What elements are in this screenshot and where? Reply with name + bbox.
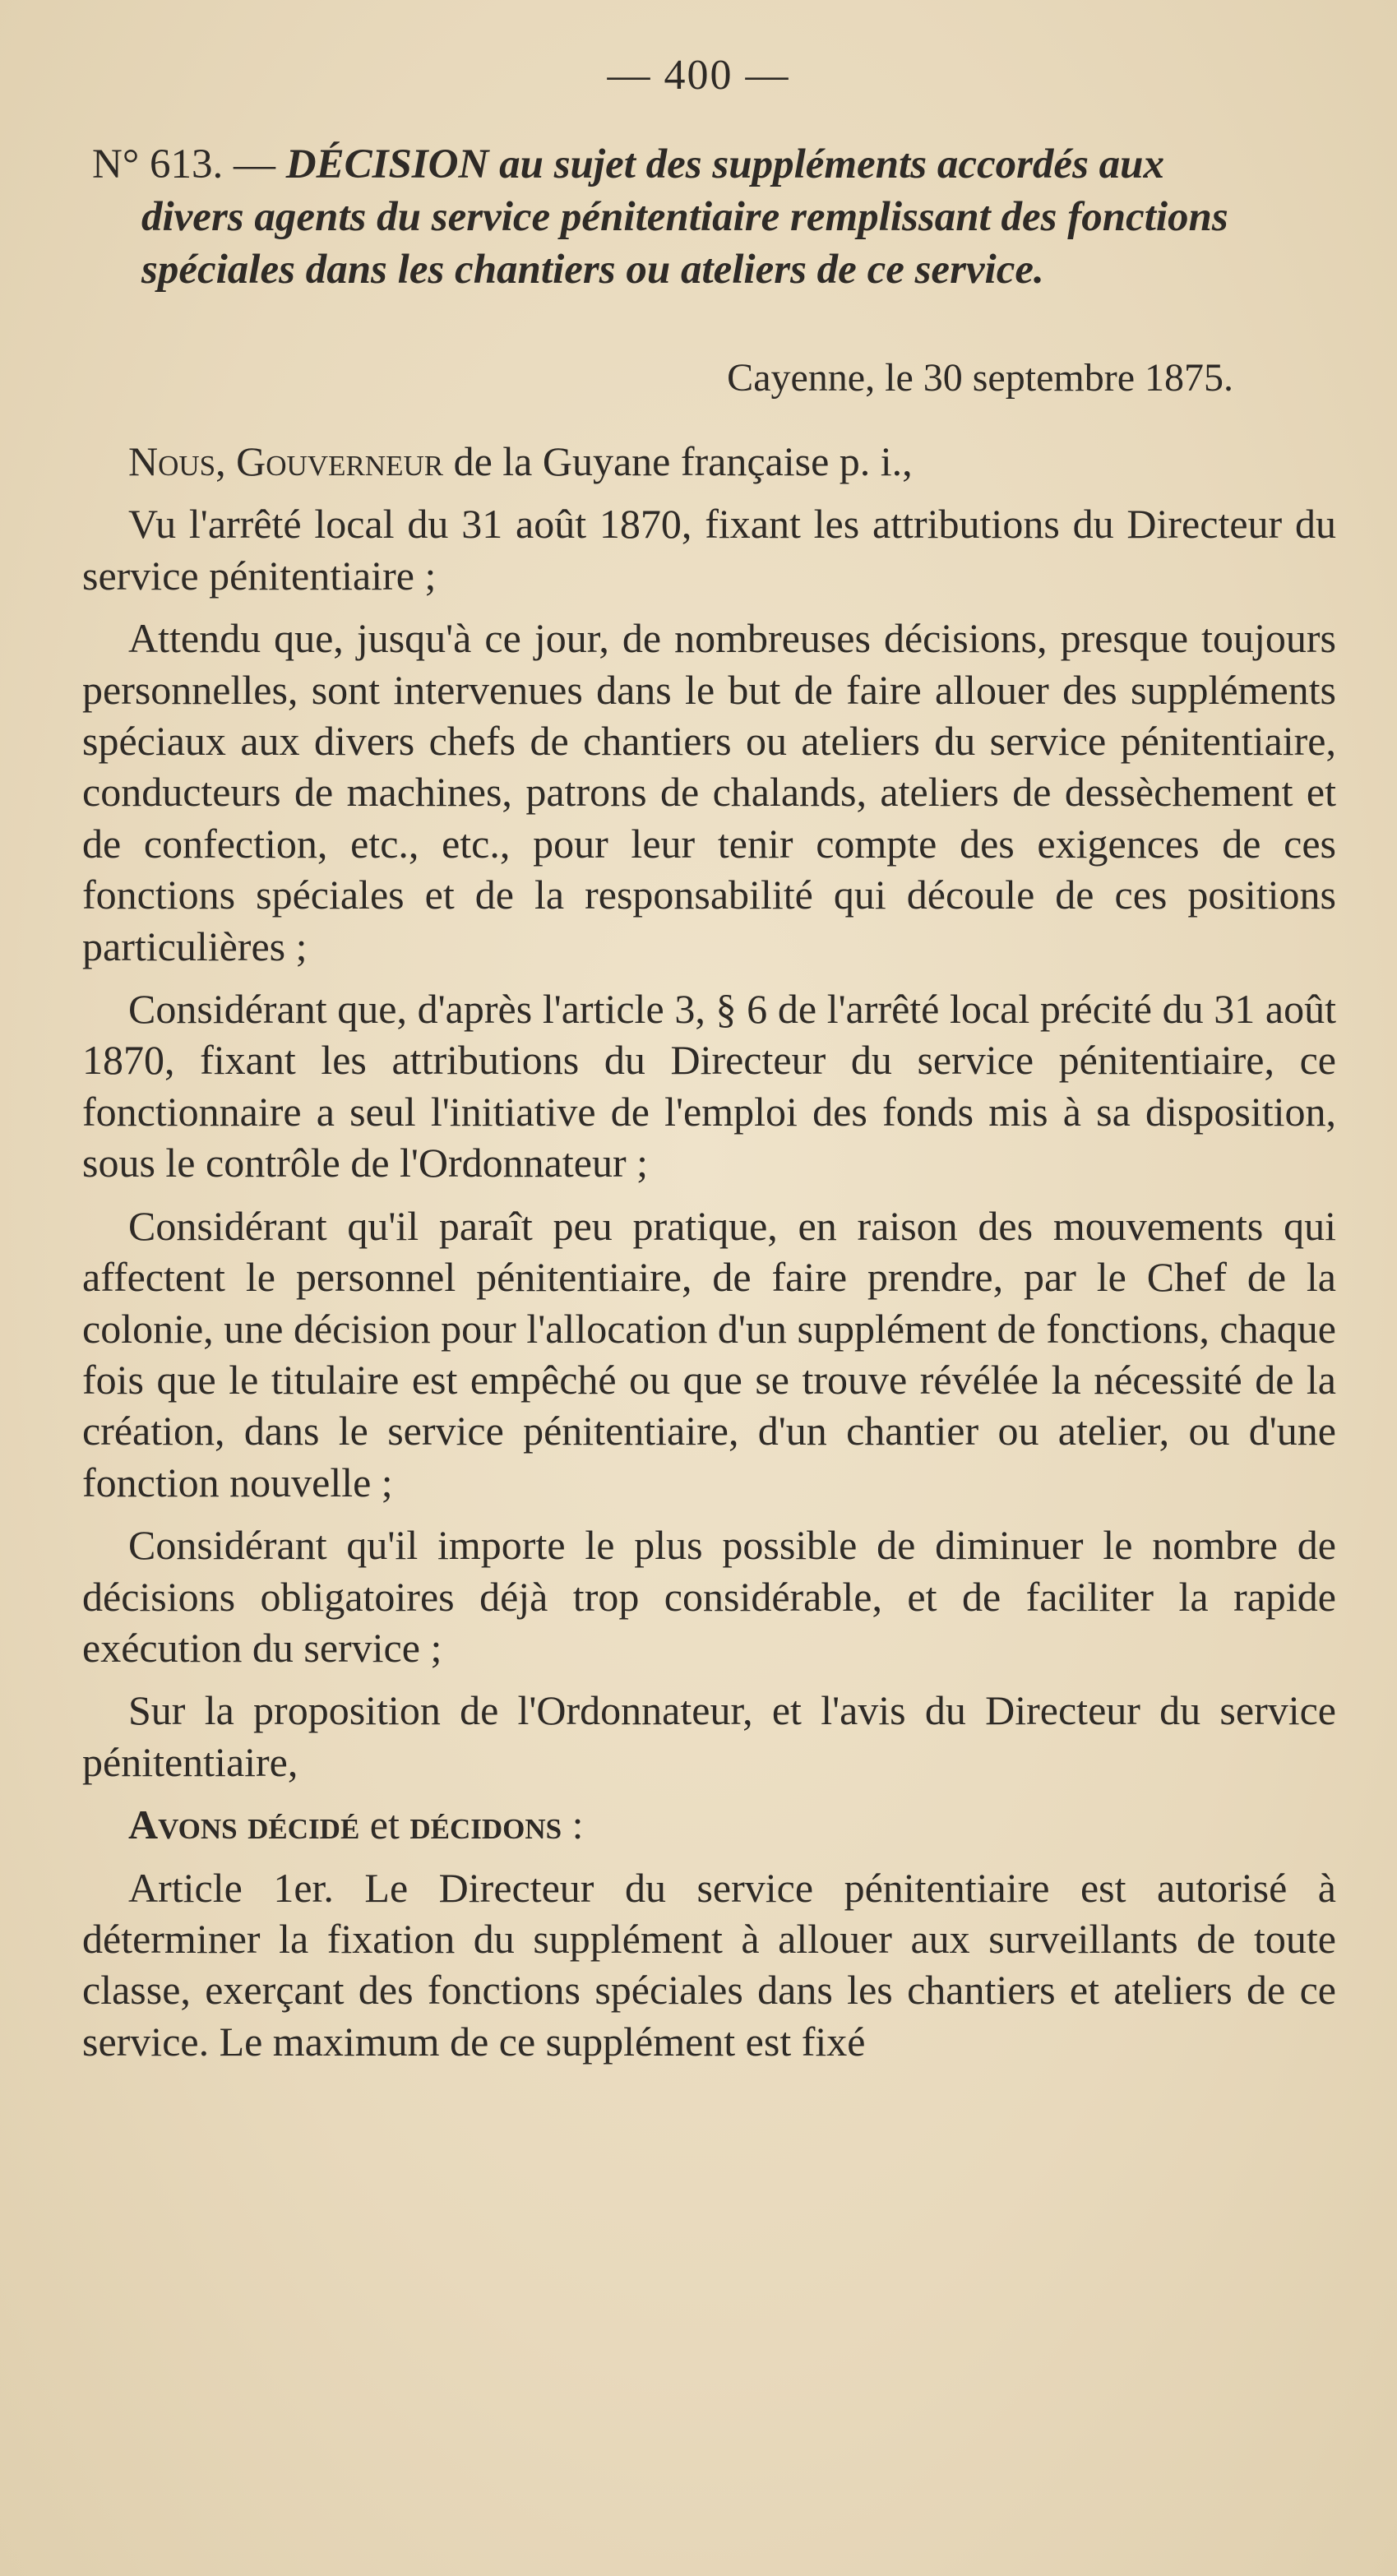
dateline: Cayenne, le 30 septembre 1875.: [727, 356, 1233, 400]
paragraph-considerant-3: Considérant qu'il importe le plus possible de diminuer le nombre de décisions obligatoires déjà trop considérable, et de faciliter la rapide exécution du service ;: [82, 1522, 1336, 1671]
decidons: décidons: [409, 1801, 562, 1848]
decision-header: [92, 138, 1335, 296]
header-dash: —: [223, 141, 286, 187]
paragraph-vu: Vu l'arrêté local du 31 août 1870, fixant les attributions du Directeur du service pénitentiaire ;: [82, 501, 1336, 599]
preamble-rest: de la Guyane française p. i.,: [443, 438, 913, 484]
decision-title-continuation: divers agents du service pénitentiaire remplissant des fonctions spéciales dans les chantiers ou ateliers de ce service.: [141, 194, 1228, 293]
decision-et: et: [359, 1801, 410, 1848]
document-body: [82, 436, 1336, 2079]
article-1: [82, 1862, 1336, 2068]
decision-title-word: DÉCISION: [285, 141, 489, 187]
preamble-gouverneur: Gouverneur: [236, 438, 444, 484]
paragraph-attendu: Attendu que, jusqu'à ce jour, de nombreuses décisions, presque toujours personnelles, sont intervenues dans le but de faire allouer des suppléments spéciaux aux divers chefs de chantiers ou ateliers du service pénitentiaire, conducteurs de machines, patrons de chalands, ateliers de dessèchement et de confection, etc., etc., pour leur tenir compte des exigences de ces fonctions spéciales et de la responsabilité qui découle de ces positions particulières ;: [82, 615, 1336, 969]
paragraph-considerant-2: Considérant qu'il paraît peu pratique, en raison des mouvements qui affectent le personnel pénitentiaire, de faire prendre, par le Chef de la colonie, une décision pour l'allocation d'un supplément de fonctions, chaque fois que le titulaire est empêché ou que se trouve révélée la nécessité de la création, dans le service pénitentiaire, d'un chantier ou atelier, ou d'une fonction nouvelle ;: [82, 1202, 1336, 1505]
article-1-label: Article 1er.: [128, 1864, 334, 1911]
decision-formula: [82, 1799, 1336, 1850]
preamble-nous: Nous,: [128, 438, 226, 484]
paragraph-proposition: Sur la proposition de l'Ordonnateur, et l'avis du Directeur du service pénitentiaire,: [82, 1687, 1336, 1785]
decision-colon: :: [562, 1801, 584, 1848]
page-number: — 400 —: [607, 52, 790, 99]
preamble: [82, 436, 1336, 487]
article-1-text: Le Directeur du service pénitentiaire est autorisé à déterminer la fixation du supplément à allouer aux surveillants de toute classe, exerçant des fonctions spéciales dans les chantiers et ateliers de ce service. Le maximum de ce supplément est fixé: [82, 1864, 1336, 2065]
decision-number: N° 613.: [92, 141, 224, 187]
paragraph-considerant-1: Considérant que, d'après l'article 3, § 6 de l'arrêté local précité du 31 août 1870, fixant les attributions du Directeur du service pénitentiaire, ce fonctionnaire a seul l'initiative de l'emploi des fonds mis à sa disposition, sous le contrôle de l'Ordonnateur ;: [82, 986, 1336, 1186]
avons-decide: Avons décidé: [128, 1801, 360, 1848]
decision-title-line1: au sujet des suppléments accordés aux: [488, 141, 1165, 187]
